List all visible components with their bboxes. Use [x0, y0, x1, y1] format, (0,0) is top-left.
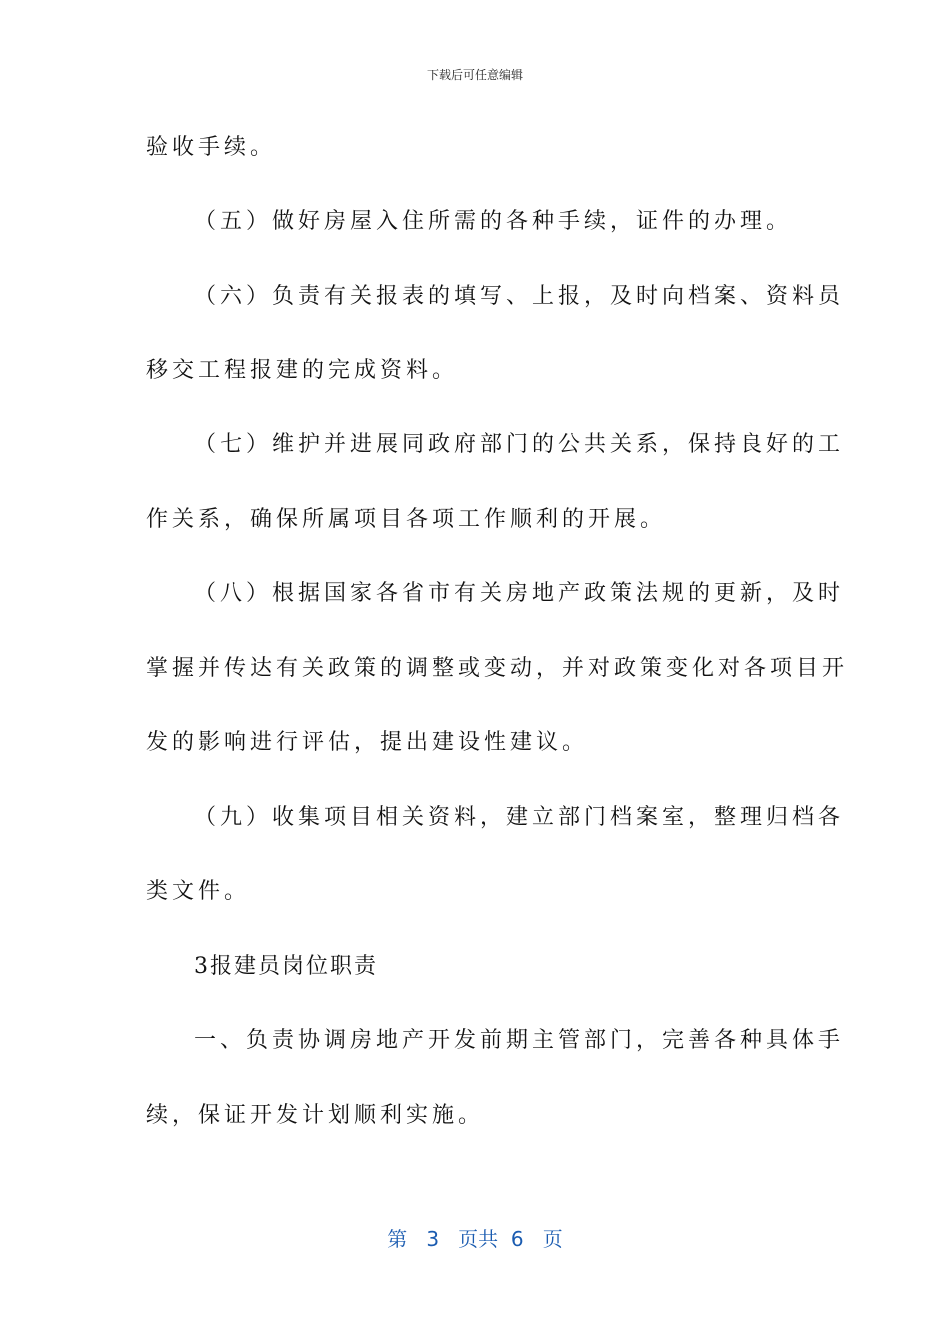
body-line-13: 一、负责协调房地产开发前期主管部门，完善各种具体手: [194, 1028, 845, 1053]
body-line-1: 验收手续。: [146, 135, 277, 160]
body-line-14: 续，保证开发计划顺利实施。: [146, 1103, 485, 1128]
body-line-5: （七）维护并进展同政府部门的公共关系，保持良好的工: [194, 432, 845, 457]
footer-total-pages: 6: [510, 1227, 524, 1251]
footer-middle: 页共: [458, 1227, 499, 1251]
body-line-7: （八）根据国家各省市有关房地产政策法规的更新，及时: [194, 581, 845, 606]
footer-suffix: 页: [542, 1227, 563, 1251]
body-line-8: 掌握并传达有关政策的调整或变动，并对政策变化对各项目开: [146, 656, 849, 681]
body-line-11: 类文件。: [146, 879, 251, 904]
body-line-4: 移交工程报建的完成资料。: [146, 358, 459, 383]
body-line-9: 发的影响进行评估，提出建设性建议。: [146, 730, 589, 755]
page-footer: [0, 1226, 950, 1252]
body-line-6: 作关系，确保所属项目各项工作顺利的开展。: [146, 507, 667, 532]
body-line-2: （五）做好房屋入住所需的各种手续，证件的办理。: [194, 209, 793, 234]
footer-prefix: 第: [387, 1227, 408, 1251]
body-line-10: （九）收集项目相关资料，建立部门档案室，整理归档各: [194, 805, 845, 830]
body-line-3: （六）负责有关报表的填写、上报，及时向档案、资料员: [194, 284, 845, 309]
section-heading: 3报建员岗位职责: [194, 954, 378, 979]
footer-current-page: 3: [426, 1227, 440, 1251]
page-header-note: 下载后可任意编辑: [426, 68, 523, 82]
